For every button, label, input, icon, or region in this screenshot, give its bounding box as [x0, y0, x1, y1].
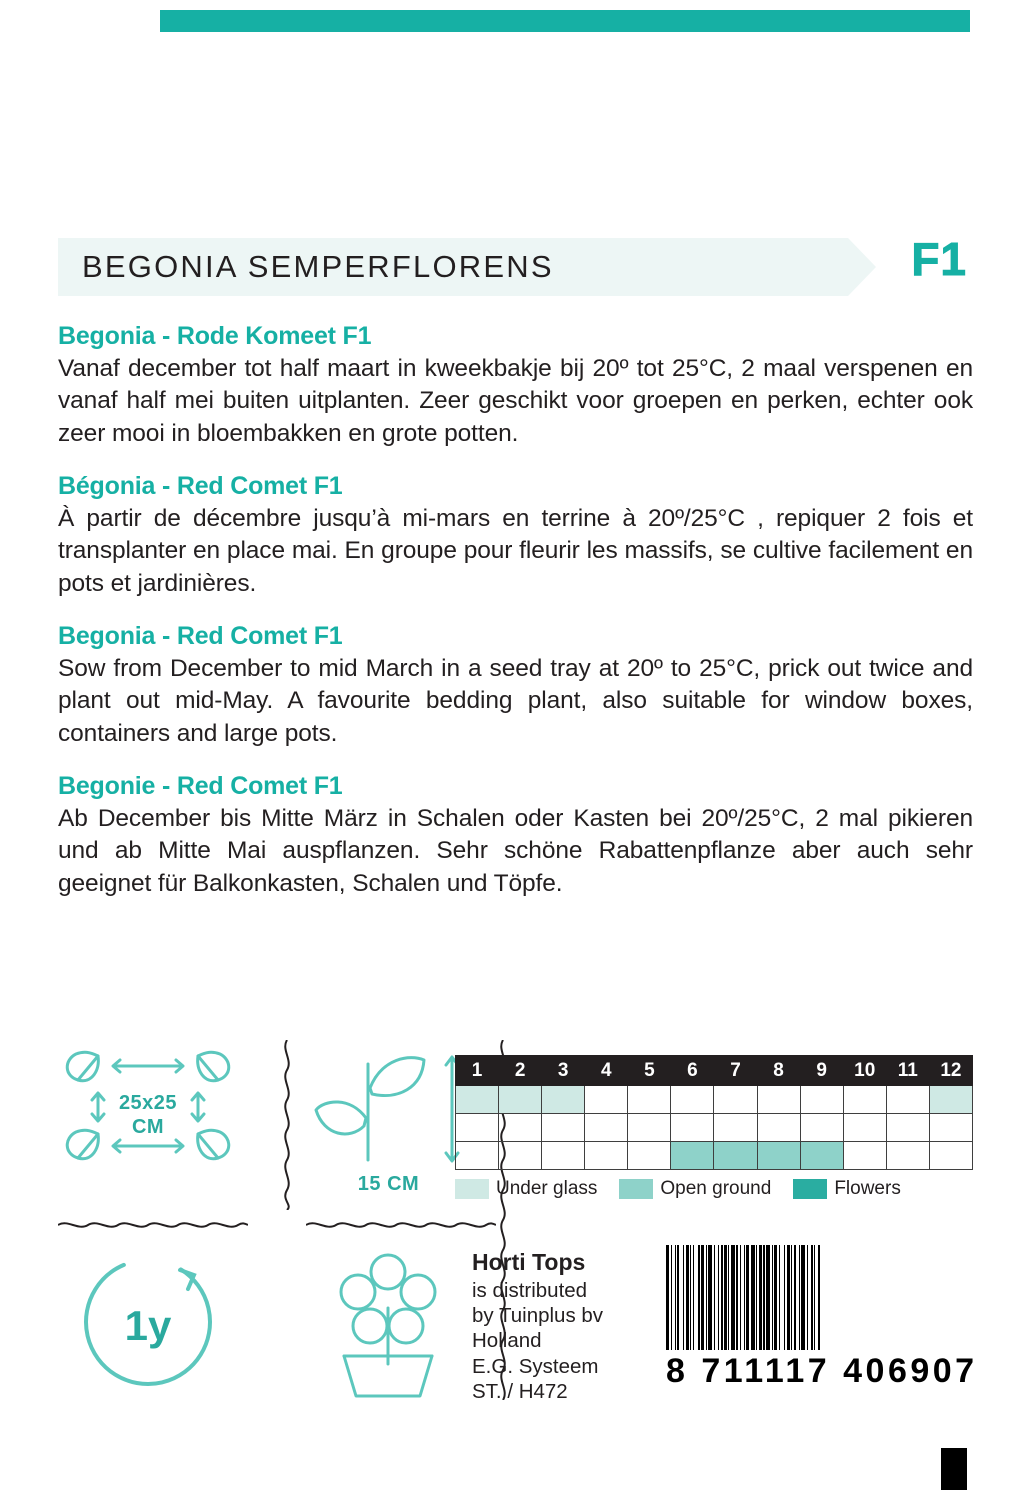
legend-item-under-glass [455, 1178, 597, 1200]
divider-squiggle-vertical-1 [280, 1040, 294, 1210]
calendar-cell-11-1 [886, 1086, 929, 1114]
divider-squiggle-horizontal-2 [306, 1218, 496, 1232]
description-block-fr [58, 472, 973, 600]
plant-spacing-label-unit: CM [131, 1116, 165, 1138]
barcode-bars [666, 1245, 966, 1350]
calendar-legend [455, 1178, 973, 1200]
calendar-cell-12-2 [929, 1114, 972, 1142]
block-body-fr: À partir de décembre jusqu’à mi-mars en terrine à 20º/25°C , repiquer 2 fois et transplanter en place mai. En groupe pour fleurir les massifs, se cultive facilement en pots et jardinières. [58, 504, 973, 597]
seedling-height-icon [306, 1042, 471, 1170]
month-header-12: 12 [929, 1056, 972, 1086]
calendar-cell-3-3 [542, 1142, 585, 1170]
month-header-6: 6 [671, 1056, 714, 1086]
month-header-3: 3 [542, 1056, 585, 1086]
calendar-cell-8-3 [757, 1142, 800, 1170]
month-header-8: 8 [757, 1056, 800, 1086]
block-heading-nl: Begonia - Rode Komeet F1 [58, 322, 372, 350]
legend-swatch-under-glass [455, 1179, 489, 1199]
sowing-calendar-table [455, 1055, 973, 1170]
calendar-cell-9-2 [800, 1114, 843, 1142]
calendar-cell-7-3 [714, 1142, 757, 1170]
month-header-11: 11 [886, 1056, 929, 1086]
calendar-header-row [456, 1056, 973, 1086]
calendar-cell-3-1 [542, 1086, 585, 1114]
brand-name: Horti Tops [472, 1249, 586, 1275]
legend-swatch-open-ground [619, 1179, 653, 1199]
barcode-number: 8 711117 406907 [666, 1352, 978, 1390]
brand-line-1: is distributed [472, 1278, 588, 1302]
calendar-cell-5-3 [628, 1142, 671, 1170]
plant-depth-icon-group [306, 1042, 471, 1202]
calendar-cell-8-2 [757, 1114, 800, 1142]
block-body-de: Ab December bis Mitte März in Schalen oder Kasten bei 20º/25°C, 2 mal pikieren und ab Mitte Mai auspflanzen. Sehr schöne Rabattenpflanze aber auch sehr geeignet für Balkonkasten, Schalen und Töpfe. [58, 804, 973, 897]
calendar-cell-2-2 [499, 1114, 542, 1142]
print-registration-mark [941, 1448, 967, 1490]
calendar-cell-10-3 [843, 1142, 886, 1170]
month-header-9: 9 [800, 1056, 843, 1086]
calendar-cell-11-3 [886, 1142, 929, 1170]
divider-squiggle-horizontal-1 [58, 1218, 248, 1232]
plant-spacing-label-value: 25x25 [118, 1092, 178, 1114]
calendar-cell-5-2 [628, 1114, 671, 1142]
barcode [666, 1245, 978, 1391]
calendar-cell-1-1 [456, 1086, 499, 1114]
calendar-cell-8-1 [757, 1086, 800, 1114]
calendar-cell-3-2 [542, 1114, 585, 1142]
calendar-cell-1-2 [456, 1114, 499, 1142]
calendar-row [456, 1086, 973, 1114]
month-header-4: 4 [585, 1056, 628, 1086]
calendar-cell-7-2 [714, 1114, 757, 1142]
calendar-cell-12-1 [929, 1086, 972, 1114]
calendar-cell-6-1 [671, 1086, 714, 1114]
calendar-cell-6-2 [671, 1114, 714, 1142]
calendar-cell-4-1 [585, 1086, 628, 1114]
lifecycle-icon-group [58, 1242, 238, 1402]
calendar-cell-4-2 [585, 1114, 628, 1142]
page-title: BEGONIA SEMPERFLORENS [82, 249, 554, 284]
description-block-nl [58, 322, 973, 450]
legend-item-open-ground [619, 1178, 771, 1200]
calendar-cell-9-3 [800, 1142, 843, 1170]
brand-line-2: by Tuinplus bv [472, 1303, 604, 1327]
description-block-de [58, 772, 973, 900]
legend-item-flowers [793, 1178, 901, 1200]
block-heading-en: Begonia - Red Comet F1 [58, 621, 343, 650]
top-accent-bar [160, 10, 970, 32]
calendar-cell-9-1 [800, 1086, 843, 1114]
block-body-en: Sow from December to mid March in a seed tray at 20º to 25°C, prick out twice and plant out mid-May. A favourite bedding plant, also suitable for window boxes, containers and large pots. [58, 654, 973, 747]
brand-line-3: Holland [472, 1329, 542, 1353]
calendar-cell-10-1 [843, 1086, 886, 1114]
potted-flower-icon [306, 1238, 471, 1403]
calendar-cell-11-2 [886, 1114, 929, 1142]
month-header-1: 1 [456, 1056, 499, 1086]
plant-spacing-icon-group [58, 1042, 238, 1202]
legend-label-flowers: Flowers [834, 1178, 901, 1199]
calendar-cell-1-3 [456, 1142, 499, 1170]
brand-line-5: ST. / H472 [472, 1380, 568, 1404]
calendar-cell-4-3 [585, 1142, 628, 1170]
calendar-cell-2-1 [499, 1086, 542, 1114]
calendar-row [456, 1114, 973, 1142]
calendar-cell-7-1 [714, 1086, 757, 1114]
annual-cycle-icon [58, 1242, 238, 1402]
block-heading-de: Begonie - Red Comet F1 [58, 771, 343, 800]
block-body-nl: Vanaf december tot half maart in kweekbakje bij 20º tot 25°C, 2 maal verspenen en vanaf half mei buiten uitplanten. Zeer geschikt voor groepen en perken, echter ook zeer mooi in bloembakken en grote potten. [58, 355, 973, 447]
f1-badge: F1 [911, 233, 967, 285]
calendar-cell-10-2 [843, 1114, 886, 1142]
description-blocks [58, 322, 973, 922]
potted-flower-icon-group [306, 1238, 471, 1403]
month-header-5: 5 [628, 1056, 671, 1086]
month-header-10: 10 [843, 1056, 886, 1086]
calendar-body [456, 1086, 973, 1170]
calendar-cell-6-3 [671, 1142, 714, 1170]
legend-label-open-ground: Open ground [660, 1178, 772, 1199]
calendar-cell-5-1 [628, 1086, 671, 1114]
description-block-en [58, 622, 973, 750]
calendar-cell-12-3 [929, 1142, 972, 1170]
sowing-calendar [455, 1055, 973, 1200]
title-banner [58, 238, 848, 296]
lifecycle-label: 1y [124, 1302, 172, 1349]
legend-swatch-flowers [793, 1179, 827, 1199]
month-header-2: 2 [499, 1056, 542, 1086]
block-heading-fr: Bégonia - Red Comet F1 [58, 471, 343, 500]
legend-label-under-glass: Under glass [496, 1178, 598, 1199]
plant-depth-label: 15 CM [357, 1173, 420, 1195]
brand-line-4: E.G. Systeem [472, 1354, 599, 1378]
brand-info [472, 1248, 603, 1405]
calendar-cell-2-3 [499, 1142, 542, 1170]
month-header-7: 7 [714, 1056, 757, 1086]
calendar-row [456, 1142, 973, 1170]
